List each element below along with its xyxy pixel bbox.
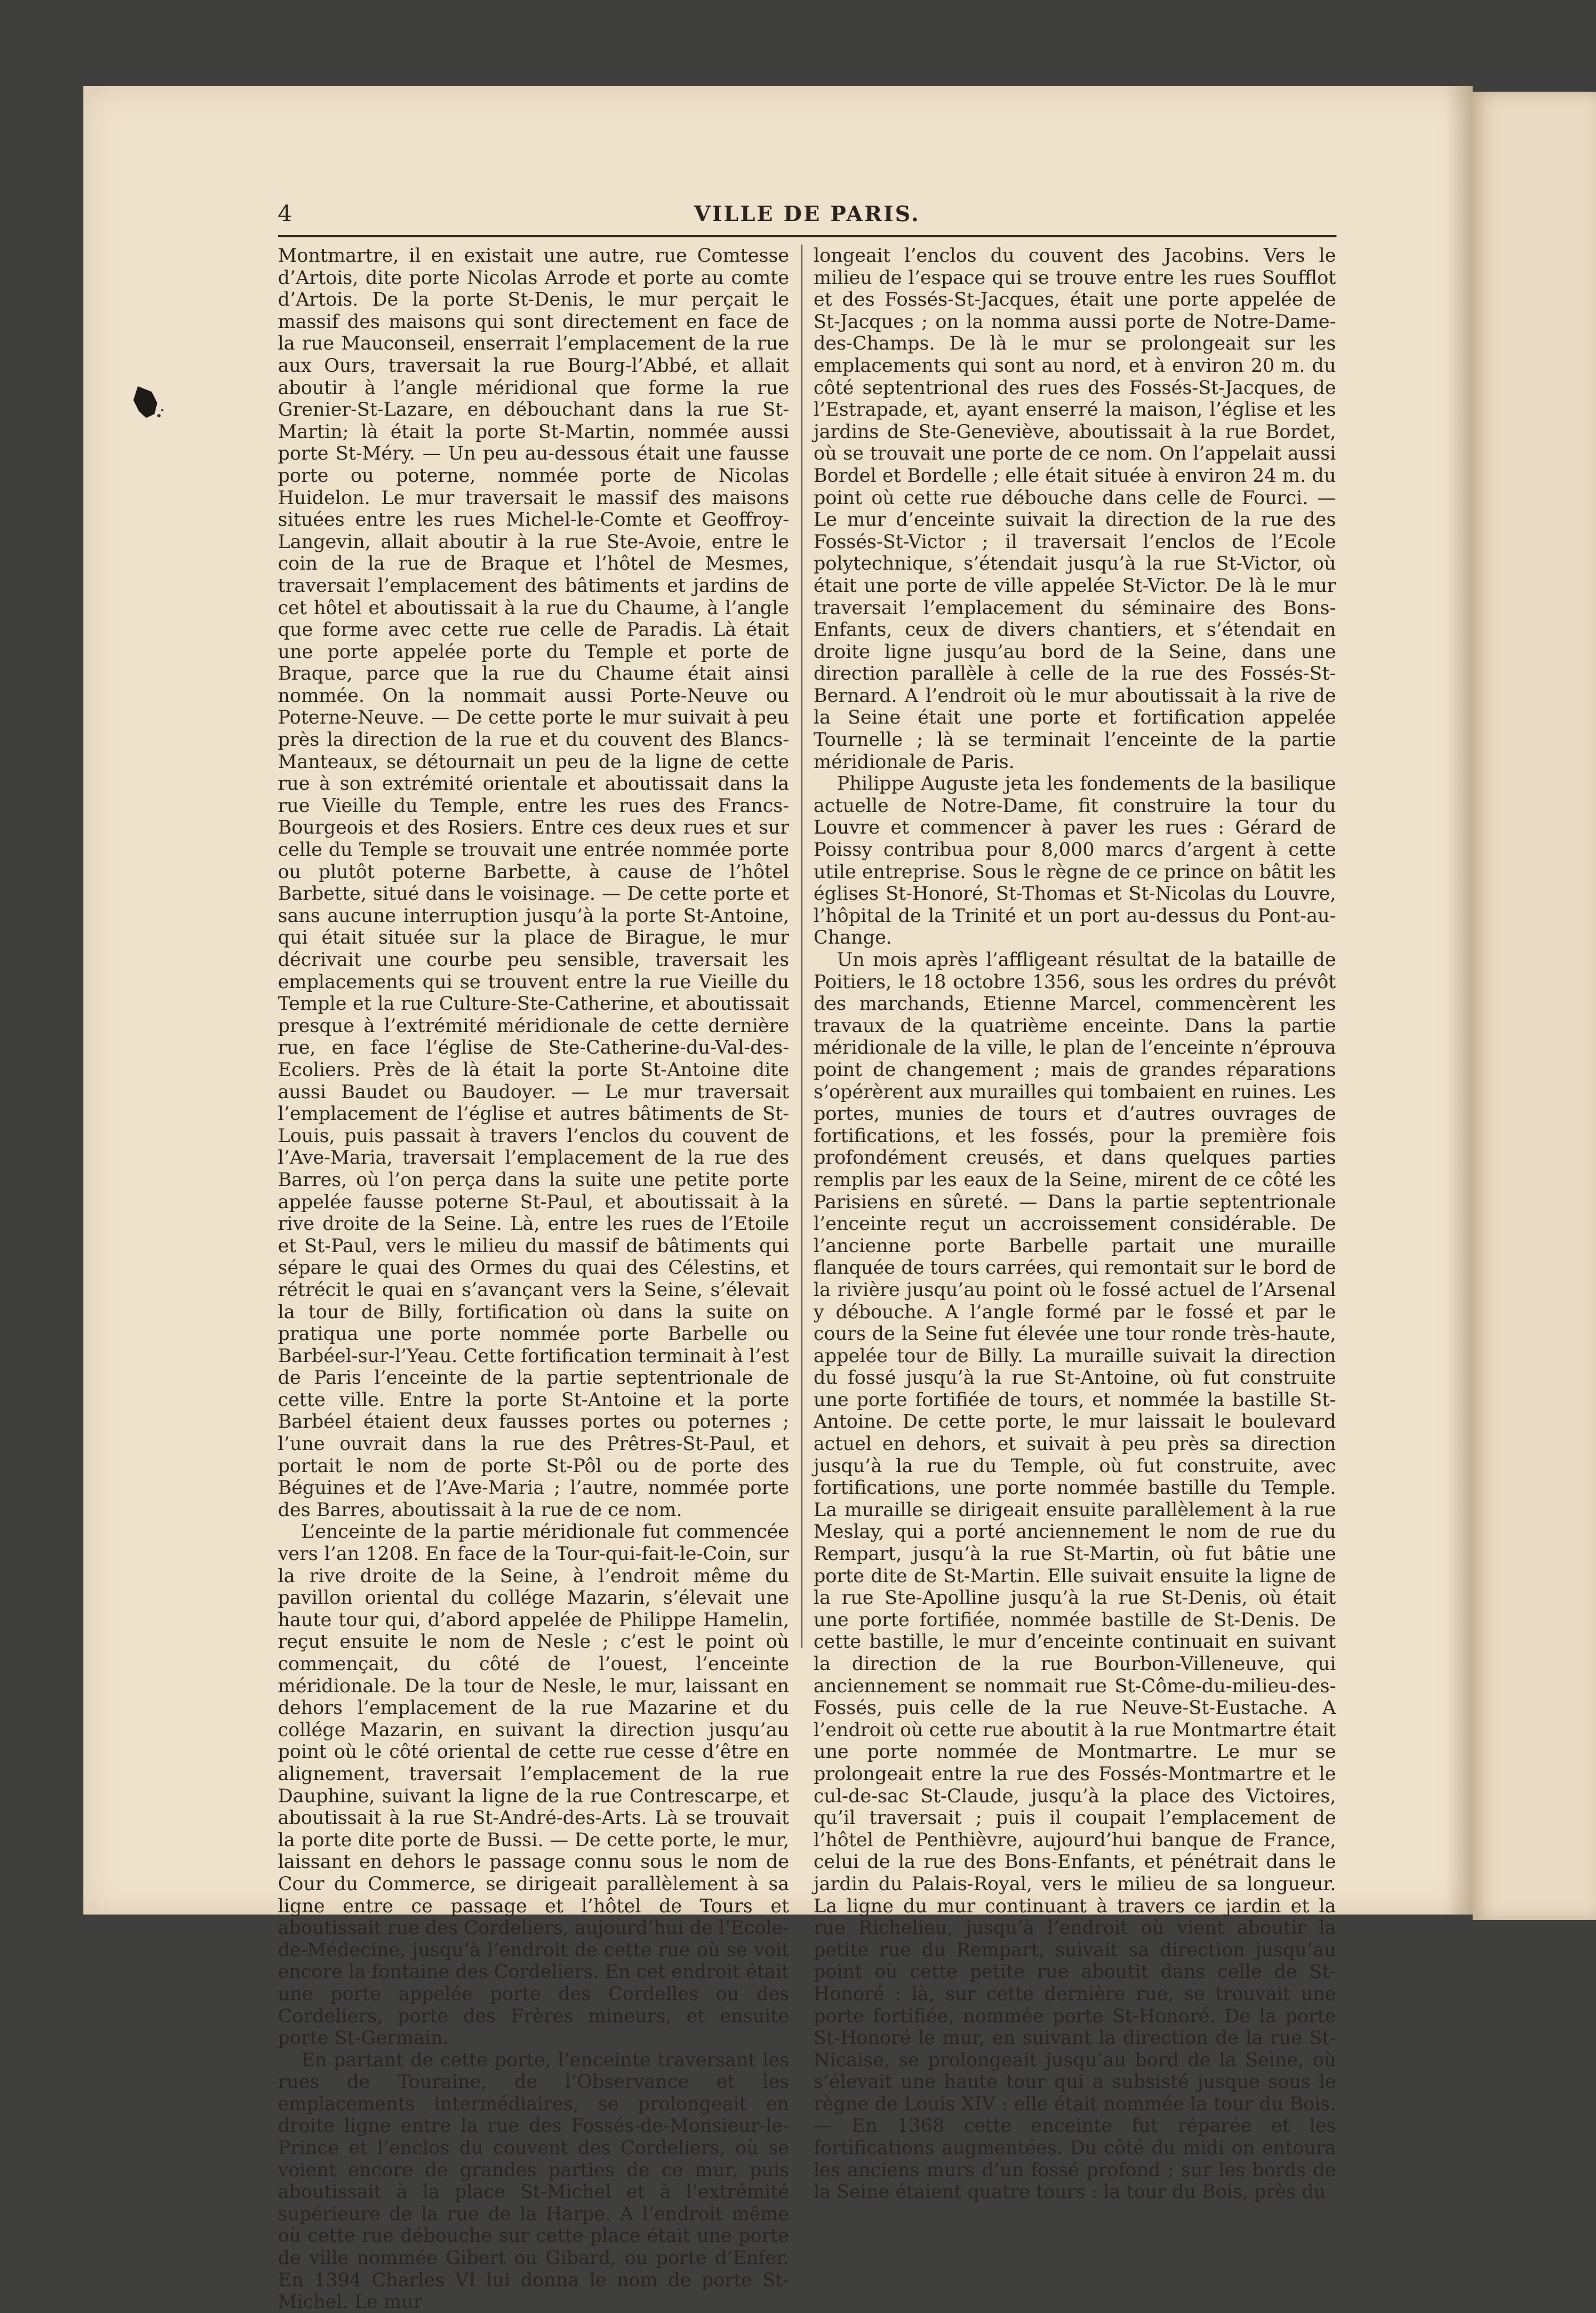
left-paragraph-1: Montmartre, il en existait une autre, rue Comtesse d’Artois, dite porte Nicolas Arrode et porte au comte d’Artois. De la porte St-Denis, le mur perçait le massif des maisons qui sont directement en face de la rue Mauconseil, enserrait l’emplacement de la rue aux Ours, traversait la rue Bourg-l’Abbé, et allait aboutir à l’angle méridional que forme la rue Grenier-St-Lazare, en débouchant dans la rue St-Martin; là était la porte St-Martin, nommée aussi porte St-Méry. — Un peu au-dessous était une fausse porte ou poterne, nommée porte de Nicolas Huidelon. Le mur traversait le massif des maisons situées entre les rues Michel-le-Comte et Geoffroy-Langevin, allait aboutir à la rue Ste-Avoie, entre le coin de la rue de Braque et l’hôtel de Mesmes, traversait l’emplacement des bâtiments et jardins de cet hôtel et aboutissait à la rue du Chaume, à l’angle que forme avec cette rue celle de Paradis. Là était une porte appelée porte du Temple et porte de Braque, parce que la rue du Chaume était ainsi nommée. On la nommait aussi Porte-Neuve ou Poterne-Neuve. — De cette porte le mur suivait à peu près la direction de la rue et du couvent des Blancs-Manteaux, se détournait un peu de la ligne de cette rue à son extrémité orientale et aboutissait dans la rue Vieille du Temple, entre les rues des Francs-Bourgeois et des Rosiers. Entre ces deux rues et sur celle du Temple se trouvait une entrée nommée porte ou plutôt poterne Barbette, à cause de l’hôtel Barbette, situé dans le voisinage. — De cette porte et sans aucune interruption jusqu’à la porte St-Antoine, qui était située sur la place de Birague, le mur décrivait une courbe peu sensible, traversait les emplacements qui se trouvent entre la rue Vieille du Temple et la rue Culture-Ste-Catherine, et aboutissait presque à l’extrémité méridionale de cette dernière rue, en face l’église de Ste-Catherine-du-Val-des-Ecoliers. Près de là était la porte St-Antoine dite aussi Baudet ou Baudoyer. — Le mur traversait l’emplacement de l’église et autres bâtiments de St-Louis, puis passait à travers l’enclos du couvent de l’Ave-Maria, traversait l’emplacement de la rue des Barres, où l’on perça dans la suite une petite porte appelée fausse poterne St-Paul, et aboutissait à la rive droite de la Seine. Là, entre les rues de l’Etoile et St-Paul, vers le milieu du massif de bâtiments qui sépare le quai des Ormes du quai des Célestins, et rétrécit le quai en s’avançant vers la Seine, s’élevait la tour de Billy, fortification où dans la suite on pratiqua une porte nommée porte Barbelle ou Barbéel-sur-l’Yeau. Cette fortification terminait à l’est de Paris l’enceinte de la partie septentrionale de cette ville. Entre la porte St-Antoine et la porte Barbéel étaient deux fausses portes ou poternes ; l’une ouvrait dans la rue des Prêtres-St-Paul, et portait le nom de porte St-Pôl ou de porte des Béguines et de l’Ave-Maria ; l’autre, nommée porte des Barres, aboutissait à la rue de ce nom. <box>278 245 789 1521</box>
left-column <box>278 245 789 2313</box>
right-paragraph-1: longeait l’enclos du couvent des Jacobins. Vers le milieu de l’espace qui se trouve entre les rues Soufflot et des Fossés-St-Jacques, était une porte appelée de St-Jacques ; on la nomma aussi porte de Notre-Dame-des-Champs. De là le mur se prolongeait sur les emplacements qui sont au nord, et à environ 20 m. du côté septentrional des rues des Fossés-St-Jacques, de l’Estrapade, et, ayant enserré la maison, l’église et les jardins de Ste-Geneviève, aboutissait à la rue Bordet, où se trouvait une porte de ce nom. On l’appelait aussi Bordel et Bordelle ; elle était située à environ 24 m. du point où cette rue débouche dans celle de Fourci. — Le mur d’enceinte suivait la direction de la rue des Fossés-St-Victor ; il traversait l’enclos de l’Ecole polytechnique, s’étendait jusqu’à la rue St-Victor, où était une porte de ville appelée St-Victor. De là le mur traversait l’emplacement du séminaire des Bons-Enfants, ceux de divers chantiers, et s’étendait en droite ligne jusqu’au bord de la Seine, dans une direction parallèle à celle de la rue des Fossés-St-Bernard. A l’endroit où le mur aboutissait à la rive de la Seine était une porte et fortification appelée Tournelle ; là se terminait l’enceinte de la partie méridionale de Paris. <box>814 245 1336 772</box>
running-title: VILLE DE PARIS. <box>694 201 920 226</box>
page-header <box>278 201 1336 235</box>
ink-stain <box>127 383 166 422</box>
column-divider <box>801 245 802 1648</box>
adjacent-page-edge <box>1473 92 1596 1920</box>
right-paragraph-2: Philippe Auguste jeta les fondements de la basilique actuelle de Notre-Dame, fit construire la tour du Louvre et commencer à paver les rues : Gérard de Poissy contribua pour 8,000 marcs d’argent à cette utile entreprise. Sous le règne de ce prince on bâtit les églises St-Honoré, St-Thomas et St-Nicolas du Louvre, l’hôpital de la Trinité et un port au-dessus du Pont-au-Change. <box>814 772 1336 949</box>
right-column <box>814 245 1336 2203</box>
page-number: 4 <box>278 201 292 227</box>
left-paragraph-2: L’enceinte de la partie méridionale fut commencée vers l’an 1208. En face de la Tour-qui-fait-le-Coin, sur la rive droite de la Seine, à l’endroit même du pavillon oriental du collége Mazarin, s’élevait une haute tour qui, d’abord appelée de Philippe Hamelin, reçut ensuite le nom de Nesle ; c’est le point où commençait, du côté de l’ouest, l’enceinte méridionale. De la tour de Nesle, le mur, laissant en dehors l’emplacement de la rue Mazarine et du collége Mazarin, en suivant la direction jusqu’au point où le côté oriental de cette rue cesse d’être en alignement, traversait l’emplacement de la rue Dauphine, suivant la ligne de la rue Contrescarpe, et aboutissait à la rue St-André-des-Arts. Là se trouvait la porte dite porte de Bussi. — De cette porte, le mur, laissant en dehors le passage connu sous le nom de Cour du Commerce, se dirigeait parallèlement à sa ligne entre ce passage et l’hôtel de Tours et aboutissait rue des Cordeliers, aujourd’hui de l’Ecole-de-Médecine, jusqu’à l’endroit de cette rue où se voit encore la fontaine des Cordeliers. En cet endroit était une porte appelée porte des Cordelles ou des Cordeliers, porte des Frères mineurs, et ensuite porte St-Germain. <box>278 1521 789 2049</box>
right-paragraph-3: Un mois après l’affligeant résultat de la bataille de Poitiers, le 18 octobre 1356, sous les ordres du prévôt des marchands, Etienne Marcel, commencèrent les travaux de la quatrième enceinte. Dans la partie méridionale de la ville, le plan de l’enceinte n’éprouva point de changement ; mais de grandes réparations s’opérèrent aux murailles qui tombaient en ruines. Les portes, munies de tours et d’autres ouvrages de fortifications, et les fossés, pour la première fois profondément creusés, et dans quelques parties remplis par les eaux de la Seine, mirent de ce côté les Parisiens en sûreté. — Dans la partie septentrionale l’enceinte reçut un accroissement considérable. De l’ancienne porte Barbelle partait une muraille flanquée de tours carrées, qui remontait sur le bord de la rivière jusqu’au point où le fossé actuel de l’Arsenal y débouche. A l’angle formé par le fossé et par le cours de la Seine fut élevée une tour ronde très-haute, appelée tour de Billy. La muraille suivait la direction du fossé jusqu’à la rue St-Antoine, où fut construite une porte fortifiée de tours, et nommée la bastille St-Antoine. De cette porte, le mur laissait le boulevard actuel en dehors, et suivait à peu près sa direction jusqu’à la rue du Temple, où fut construite, avec fortifications, une porte nommée bastille du Temple. La muraille se dirigeait ensuite parallèlement à la rue Meslay, qui a porté anciennement le nom de rue du Rempart, jusqu’à la rue St-Martin, où fut bâtie une porte dite de St-Martin. Elle suivait ensuite la ligne de la rue Ste-Apolline jusqu’à la rue St-Denis, où était une porte fortifiée, nommée bastille de St-Denis. De cette bastille, le mur d’enceinte continuait en suivant la direction de la rue Bourbon-Villeneuve, qui anciennement se nommait rue St-Côme-du-milieu-des-Fossés, puis celle de la rue Neuve-St-Eustache. A l’endroit où cette rue aboutit à la rue Montmartre était une porte nommée de Montmartre. Le mur se prolongeait entre la rue des Fossés-Montmartre et le cul-de-sac St-Claude, jusqu’à la place des Victoires, qu’il traversait ; puis il coupait l’emplacement de l’hôtel de Penthièvre, aujourd’hui banque de France, celui de la rue des Bons-Enfants, et pénétrait dans le jardin du Palais-Royal, vers le milieu de sa longueur. La ligne du mur continuant à travers ce jardin et la rue Richelieu, jusqu’à l’endroit où vient aboutir la petite rue du Rempart, suivait sa direction jusqu’au point où cette petite rue aboutit dans celle de St-Honoré : là, sur cette dernière rue, se trouvait une porte fortifiée, nommée porte St-Honoré. De la porte St-Honoré le mur, en suivant la direction de la rue St-Nicaise, se prolongeait jusqu’au bord de la Seine, où s’élevait une haute tour qui a subsisté jusque sous le règne de Louis XIV : elle était nommée la tour du Bois. — En 1368 cette enceinte fut réparée et les fortifications augmentées. Du côté du midi on entoura les anciens murs d’un fossé profond ; sur les bords de la Seine étaient quatre tours : la tour du Bois, près du <box>814 949 1336 2203</box>
gutter-shadow <box>1445 86 1473 1915</box>
header-rule <box>278 235 1336 237</box>
left-paragraph-3: En partant de cette porte, l’enceinte traversant les rues de Touraine, de l’Observance et les emplacements intermédiaires, se prolongeait en droite ligne entre la rue des Fossés-de-Monsieur-le-Prince et l’enclos du couvent des Cordeliers, où se voient encore de grandes parties de ce mur, puis aboutissait à la place St-Michel et à l’extrémité supérieure de la rue de la Harpe. A l’endroit même où cette rue débouche sur cette place était une porte de ville nommée Gibert ou Gibard, ou porte d’Enfer. En 1394 Charles VI lui donna le nom de porte St-Michel. Le mur <box>278 2048 789 2313</box>
